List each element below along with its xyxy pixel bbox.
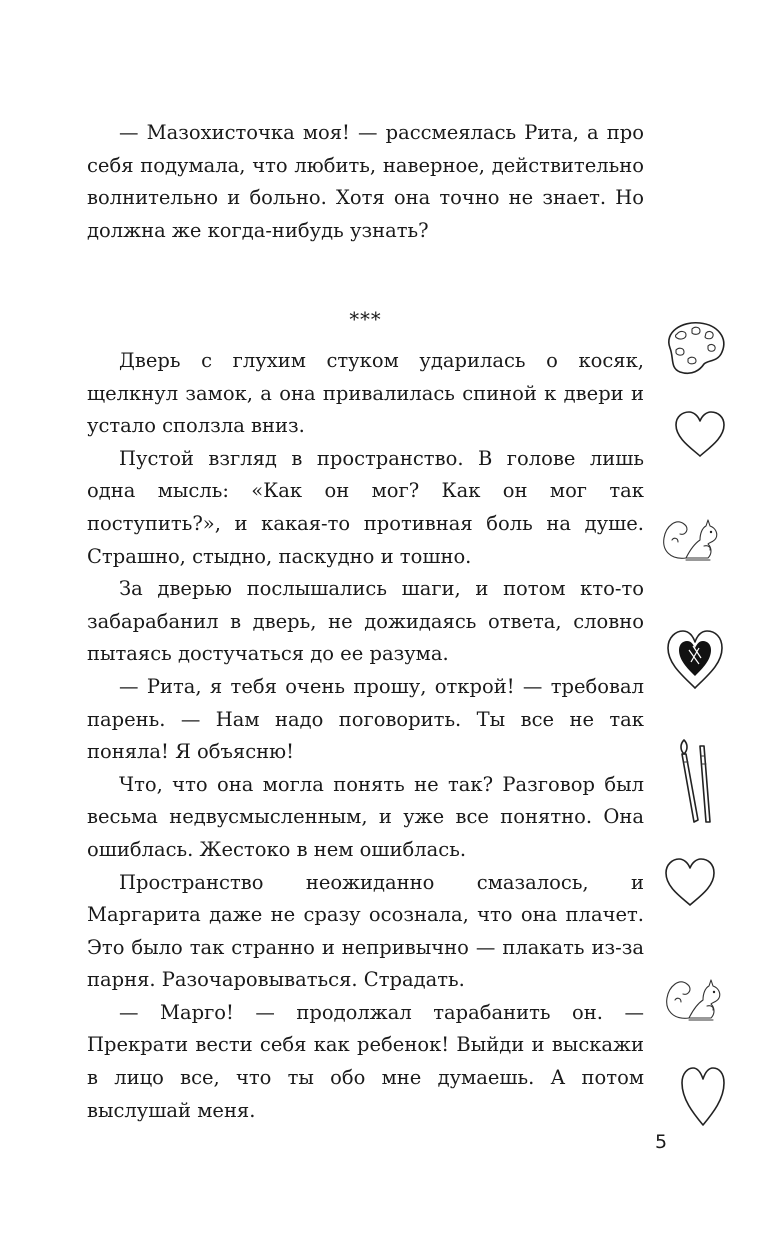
paragraph: Пространство неожиданно смазалось, и Маргарита даже не сразу осознала, что она плачет. Это было так странно и непривычно — плакать из-за парня. Разочаровываться. Страдать. [87,870,644,992]
paragraph: Что, что она могла понять не так? Разговор был весьма недвусмысленным, и уже все понятно. Она ошиблась. Жестоко в нем ошиблась. [87,772,644,861]
page-number: 5 [655,1131,668,1153]
palette-icon [662,318,728,378]
paintbrushes-icon [664,736,724,828]
paragraph: — Мазохисточка моя! — рассмеялась Рита, а про себя подумала, что любить, наверное, действительно волнительно и больно. Хотя она точно не знает. Но должна же когда-нибудь узнать? [87,121,644,242]
paragraph: Дверь с глухим стуком ударилась о косяк, щелкнул замок, а она привалилась спиной к двери и устало сползла вниз. [87,349,644,438]
paragraph: — Рита, я тебя очень прошу, открой! — требовал парень. — Нам надо поговорить. Ты все не так поняла! Я объясню! [87,674,644,764]
heart-outline-icon [663,857,717,907]
heart-outline-icon [679,1065,727,1127]
paragraph: За дверью послышались шаги, и потом кто-то забарабанил в дверь, не дожидаясь ответа, словно пытаясь достучаться до ее разума. [87,577,644,666]
section-separator: *** [349,308,382,331]
squirrel-icon [660,510,722,566]
heart-outline-icon [673,410,727,458]
paragraph: — Марго! — продолжал тарабанить он. — Прекрати вести себя как ребенок! Выйди и выскажи в лицо все, что ты обо мне думаешь. А потом выслушай меня. [87,1000,644,1122]
opening-paragraphs [87,117,644,247]
squirrel-icon [663,970,725,1026]
paragraph: Пустой взгляд в пространство. В голове лишь одна мысль: «Как он мог? Как он мог так поступить?», и какая-то противная боль на душе. Страшно, стыдно, паскудно и тошно. [87,446,644,568]
heart-filled-icon [665,628,725,690]
main-paragraphs [87,345,644,1127]
